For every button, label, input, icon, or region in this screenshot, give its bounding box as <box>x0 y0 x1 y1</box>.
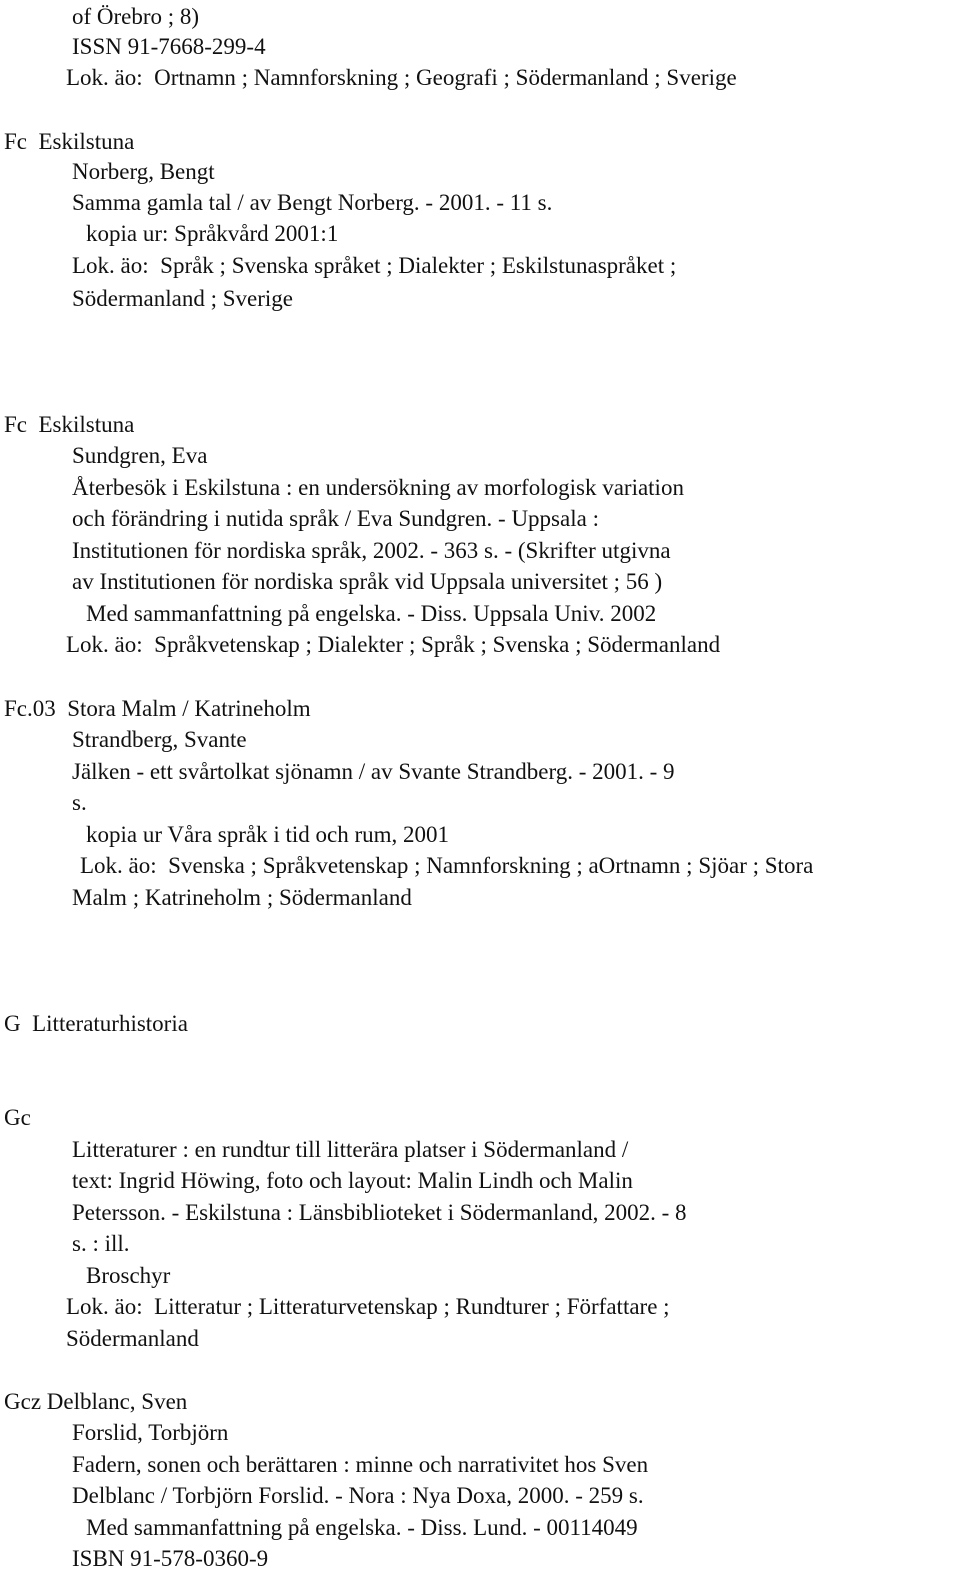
classification-heading: Fc Eskilstuna <box>4 129 135 154</box>
note-line: Med sammanfattning på engelska. - Diss. Uppsala Univ. 2002 <box>86 601 657 626</box>
classification-heading: Gcz Delblanc, Sven <box>4 1389 188 1414</box>
note-line: Med sammanfattning på engelska. - Diss. Lund. - 00114049 <box>86 1515 638 1540</box>
subject-line: Lok. äo: Litteratur ; Litteraturvetenskap ; Rundturer ; Författare ; <box>66 1294 670 1319</box>
title-line: Samma gamla tal / av Bengt Norberg. - 2001. - 11 s. <box>72 190 553 215</box>
author-line: Norberg, Bengt <box>72 159 215 184</box>
subject-line: Lok. äo: Ortnamn ; Namnforskning ; Geografi ; Södermanland ; Sverige <box>66 65 737 90</box>
title-line: Återbesök i Eskilstuna : en undersökning av morfologisk variation <box>72 475 684 500</box>
title-line: av Institutionen för nordiska språk vid Uppsala universitet ; 56 ) <box>72 569 663 594</box>
note-line: Broschyr <box>86 1263 171 1288</box>
title-line: Jälken - ett svårtolkat sjönamn / av Svante Strandberg. - 2001. - 9 <box>72 759 675 784</box>
classification-heading: Gc <box>4 1105 31 1130</box>
classification-heading: G Litteraturhistoria <box>4 1011 188 1036</box>
title-line: s. <box>72 790 87 815</box>
isbn-line: ISBN 91-578-0360-9 <box>72 1546 269 1571</box>
title-line: Petersson. - Eskilstuna : Länsbiblioteket i Södermanland, 2002. - 8 <box>72 1200 687 1225</box>
classification-heading: Fc.03 Stora Malm / Katrineholm <box>4 696 311 721</box>
author-line: Forslid, Torbjörn <box>72 1420 229 1445</box>
title-line: Institutionen för nordiska språk, 2002. - 363 s. - (Skrifter utgivna <box>72 538 671 563</box>
note-line: kopia ur Våra språk i tid och rum, 2001 <box>86 822 450 847</box>
title-line: Delblanc / Torbjörn Forslid. - Nora : Nya Doxa, 2000. - 259 s. <box>72 1483 644 1508</box>
author-line: Strandberg, Svante <box>72 727 247 752</box>
subject-line: Lok. äo: Svenska ; Språkvetenskap ; Namnforskning ; aOrtnamn ; Sjöar ; Stora <box>80 853 814 878</box>
title-line: och förändring i nutida språk / Eva Sundgren. - Uppsala : <box>72 506 599 531</box>
subject-line: Södermanland ; Sverige <box>72 286 294 311</box>
title-line: Fadern, sonen och berättaren : minne och narrativitet hos Sven <box>72 1452 649 1477</box>
subject-line: Lok. äo: Språk ; Svenska språket ; Dialekter ; Eskilstunaspråket ; <box>72 253 677 278</box>
subject-line: Lok. äo: Språkvetenskap ; Dialekter ; Språk ; Svenska ; Södermanland <box>66 632 721 657</box>
note-line: kopia ur: Språkvård 2001:1 <box>86 221 339 246</box>
title-line: s. : ill. <box>72 1231 130 1256</box>
subject-line: Malm ; Katrineholm ; Södermanland <box>72 885 412 910</box>
title-line: text: Ingrid Höwing, foto och layout: Malin Lindh och Malin <box>72 1168 633 1193</box>
author-line: Sundgren, Eva <box>72 443 208 468</box>
title-line: Litteraturer : en rundtur till litterära platser i Södermanland / <box>72 1137 629 1162</box>
classification-heading: Fc Eskilstuna <box>4 412 135 437</box>
catalog-line: of Örebro ; 8) <box>72 4 200 29</box>
subject-line: Södermanland <box>66 1326 199 1351</box>
isbn-line: ISSN 91-7668-299-4 <box>72 34 266 59</box>
